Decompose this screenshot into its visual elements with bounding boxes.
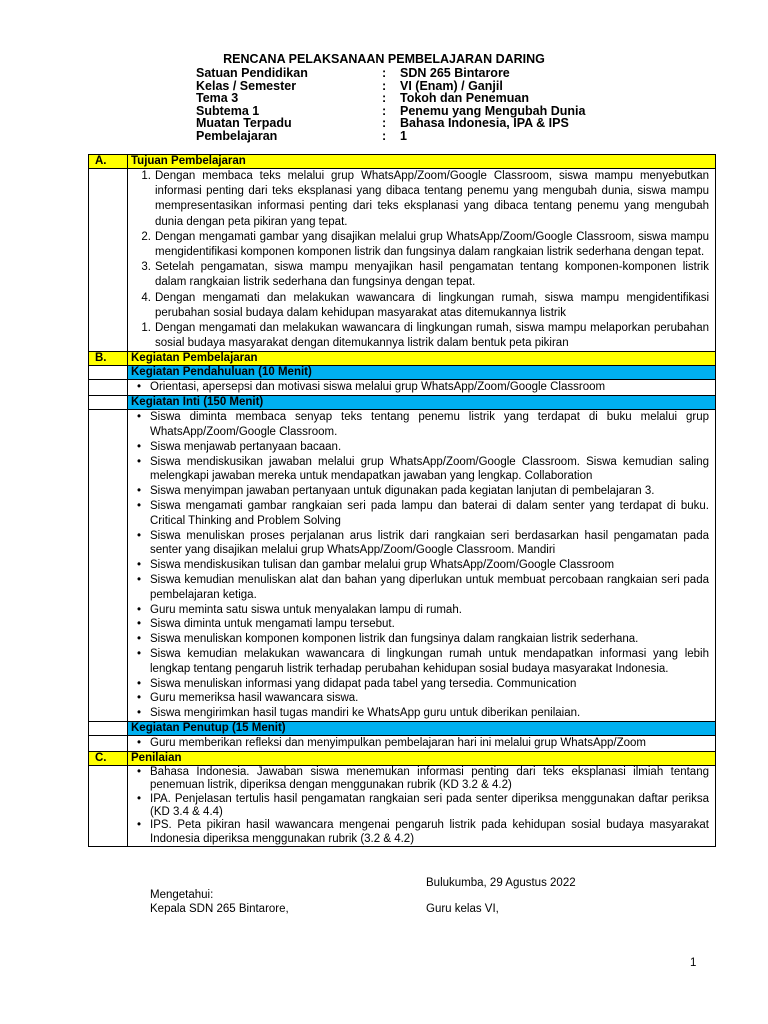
subsection-heading: Kegiatan Penutup (15 Menit) <box>128 721 716 735</box>
meta-sep: : <box>382 78 387 93</box>
pendahuluan-header <box>89 366 716 380</box>
meta-sep: : <box>382 103 387 118</box>
meta-value: SDN 265 Bintarore <box>400 66 510 80</box>
bullet-icon: • <box>136 381 142 394</box>
section-c-header <box>89 751 716 765</box>
bullet-icon: • <box>136 529 142 542</box>
identity-block <box>196 67 585 143</box>
inti-list <box>128 410 715 721</box>
principal-label: Kepala SDN 265 Bintarore, <box>150 903 289 915</box>
list-item: 4. Dengan mengamati dan melakukan wawancara di lingkungan rumah, siswa mampu mengidentifikasi perubahan sosial budaya dalam kehidupan masyarakat atas ditemukannya listrik <box>141 291 709 319</box>
bullet-icon: • <box>136 500 142 513</box>
list-item: • Siswa diminta membaca senyap teks tentang penemu listrik yang terdapat di buku melalui grup WhatsApp/Zoom/Google Classroom. <box>128 410 715 440</box>
section-letter: A. <box>89 155 128 169</box>
mengetahui-label: Mengetahui: <box>150 889 214 901</box>
section-a-header <box>89 155 716 169</box>
list-item: • Guru memeriksa hasil wawancara siswa. <box>128 691 715 706</box>
meta-key: Subtema 1 <box>196 103 260 118</box>
list-item: • Siswa mendiskusikan jawaban melalui grup WhatsApp/Zoom/Google Classroom. Siswa kemudian saling melengkapi jawaban mereka untuk mendapatkan jawaban yang lengkap. Collaboration <box>128 455 715 485</box>
section-heading: Kegiatan Pembelajaran <box>128 352 716 366</box>
list-item: • Siswa mengirimkan hasil tugas mandiri ke WhatsApp guru untuk diberikan penilaian. <box>128 706 715 721</box>
bullet-icon: • <box>136 633 142 646</box>
section-b-header <box>89 352 716 366</box>
assessment-list <box>128 766 715 846</box>
section-letter: C. <box>89 751 128 765</box>
bullet-icon: • <box>136 792 142 805</box>
section-heading: Penilaian <box>128 751 716 765</box>
list-item: 2. Dengan mengamati gambar yang disajikan melalui grup WhatsApp/Zoom/Google Classroom, siswa mampu mengidentifikasi komponen komponen listrik dan fungsinya dalam rangkaian listrik sederhana dengan tepat. <box>141 230 709 259</box>
list-item: • Siswa menuliskan komponen komponen listrik dan fungsinya dalam rangkaian listrik sederhana. <box>128 632 715 647</box>
bullet-icon: • <box>136 647 142 660</box>
meta-key: Satuan Pendidikan <box>196 66 308 80</box>
list-item: • Orientasi, apersepsi dan motivasi siswa melalui grup WhatsApp/Zoom/Google Classroom <box>128 380 715 395</box>
meta-sep: : <box>382 91 387 106</box>
penutup-list <box>128 736 715 751</box>
list-item: 3. Setelah pengamatan, siswa mampu menyajikan hasil pengamatan tentang komponen-komponen listrik dalam rangkaian listrik sederhana dan fungsinya dengan tepat. <box>141 261 709 289</box>
bullet-icon: • <box>136 618 142 631</box>
page-number: 1 <box>690 957 697 969</box>
list-item: 1. Dengan mengamati dan melakukan wawancara di lingkungan rumah, siswa mampu melaporkan perubahan sosial budaya masyarakat dengan ditemukannya listrik dalam bentuk peta pikiran <box>141 322 709 350</box>
meta-key: Muatan Terpadu <box>196 116 292 131</box>
meta-key: Kelas / Semester <box>196 78 297 93</box>
bullet-icon: • <box>136 440 142 453</box>
rpp-table <box>88 154 716 847</box>
list-item: • Siswa mendiskusikan tulisan dan gambar melalui grup WhatsApp/Zoom/Google Classroom <box>128 558 715 573</box>
inti-body <box>89 410 716 722</box>
list-item: 1. Dengan membaca teks melalui grup WhatsApp/Zoom/Google Classroom, siswa mampu menyebutkan informasi penting dari teks eksplanasi yang dibaca tentang penemu yang mengubah dunia, siswa mampu mempresentasikan informasi penting dari teks eksplanasi yang dibaca tentang penemu yang mengubah dunia dengan peta pikiran yang tepat. <box>141 170 709 228</box>
list-item: • Siswa kemudian menuliskan alat dan bahan yang diperlukan untuk membuat percobaan rangkaian seri pada pembelajaran ketiga. <box>128 573 715 603</box>
meta-key: Pembelajaran <box>196 128 278 143</box>
meta-value: Tokoh dan Penemuan <box>400 91 529 106</box>
meta-sep: : <box>382 116 387 131</box>
meta-sep: : <box>382 66 387 80</box>
list-item: • IPA. Penjelasan tertulis hasil pengamatan rangkaian seri pada senter diperiksa menggunakan daftar periksa (KD 3.4 & 4.4) <box>128 793 715 820</box>
meta-value: VI (Enam) / Ganjil <box>400 78 503 93</box>
bullet-icon: • <box>136 819 142 832</box>
place-date: Bulukumba, 29 Agustus 2022 <box>426 877 576 889</box>
penutup-body <box>89 735 716 751</box>
list-item: • Siswa menyimpan jawaban pertanyaan untuk digunakan pada kegiatan lanjutan di pembelajaran 3. <box>128 484 715 499</box>
bullet-icon: • <box>136 411 142 424</box>
bullet-icon: • <box>136 707 142 720</box>
list-item: • Siswa menjawab pertanyaan bacaan. <box>128 440 715 455</box>
subsection-heading: Kegiatan Pendahuluan (10 Menit) <box>128 366 716 380</box>
list-item: • Siswa kemudian melakukan wawancara di lingkungan rumah untuk mendapatkan informasi yang lebih lengkap tentang pengaruh listrik terhadap perubahan kehidupan sosial budaya masyarakat Indonesia. <box>128 647 715 677</box>
list-item: • Siswa menuliskan proses perjalanan arus listrik dari rangkaian seri berdasarkan hasil pengamatan pada senter yang disajikan melalui grup WhatsApp/Zoom/Google Classroom. Mandiri <box>128 529 715 559</box>
meta-value: Penemu yang Mengubah Dunia <box>400 103 586 118</box>
bullet-icon: • <box>136 692 142 705</box>
teacher-label: Guru kelas VI, <box>426 903 499 915</box>
bullet-icon: • <box>136 485 142 498</box>
list-item: • IPS. Peta pikiran hasil wawancara mengenai pengaruh listrik pada kehidupan sosial budaya masyarakat Indonesia diperiksa menggunakan rubrik (3.2 & 4.2) <box>128 819 715 846</box>
meta-sep: : <box>382 128 387 143</box>
list-item: • Guru memberikan refleksi dan menyimpulkan pembelajaran hari ini melalui grup WhatsApp/Zoom <box>128 736 715 751</box>
document-title: RENCANA PELAKSANAAN PEMBELAJARAN DARING <box>223 52 545 66</box>
section-a-body <box>89 169 716 352</box>
bullet-icon: • <box>136 603 142 616</box>
inti-header <box>89 396 716 410</box>
section-heading: Tujuan Pembelajaran <box>128 155 716 169</box>
list-item: • Guru meminta satu siswa untuk menyalakan lampu di rumah. <box>128 603 715 618</box>
pendahuluan-body <box>89 380 716 396</box>
meta-value: 1 <box>400 128 407 143</box>
bullet-icon: • <box>136 677 142 690</box>
pendahuluan-list <box>128 380 715 395</box>
section-letter: B. <box>89 352 128 366</box>
list-item: • Siswa diminta untuk mengamati lampu tersebut. <box>128 617 715 632</box>
bullet-icon: • <box>136 574 142 586</box>
penutup-header <box>89 721 716 735</box>
bullet-icon: • <box>136 559 142 572</box>
subsection-heading: Kegiatan Inti (150 Menit) <box>128 396 716 410</box>
list-item: • Siswa menuliskan informasi yang didapat pada tabel yang tersedia. Communication <box>128 677 715 692</box>
bullet-icon: • <box>136 455 142 468</box>
list-item: • Bahasa Indonesia. Jawaban siswa menemukan informasi penting dari teks eksplanasi ilmiah tentang penemuan listrik, diperiksa dengan menggunakan rubrik (KD 3.2 & 4.2) <box>128 766 715 793</box>
bullet-icon: • <box>136 736 142 749</box>
meta-row <box>196 92 585 105</box>
list-item: • Siswa mengamati gambar rangkaian seri pada lampu dan baterai di dalam senter yang terdapat di buku. Critical Thinking and Problem Solving <box>128 499 715 529</box>
objectives-list <box>128 169 715 351</box>
meta-row <box>196 67 585 80</box>
meta-row <box>196 130 585 143</box>
section-c-body <box>89 765 716 846</box>
meta-value: Bahasa Indonesia, IPA & IPS <box>400 116 569 131</box>
bullet-icon: • <box>136 765 142 778</box>
meta-key: Tema 3 <box>196 91 239 106</box>
